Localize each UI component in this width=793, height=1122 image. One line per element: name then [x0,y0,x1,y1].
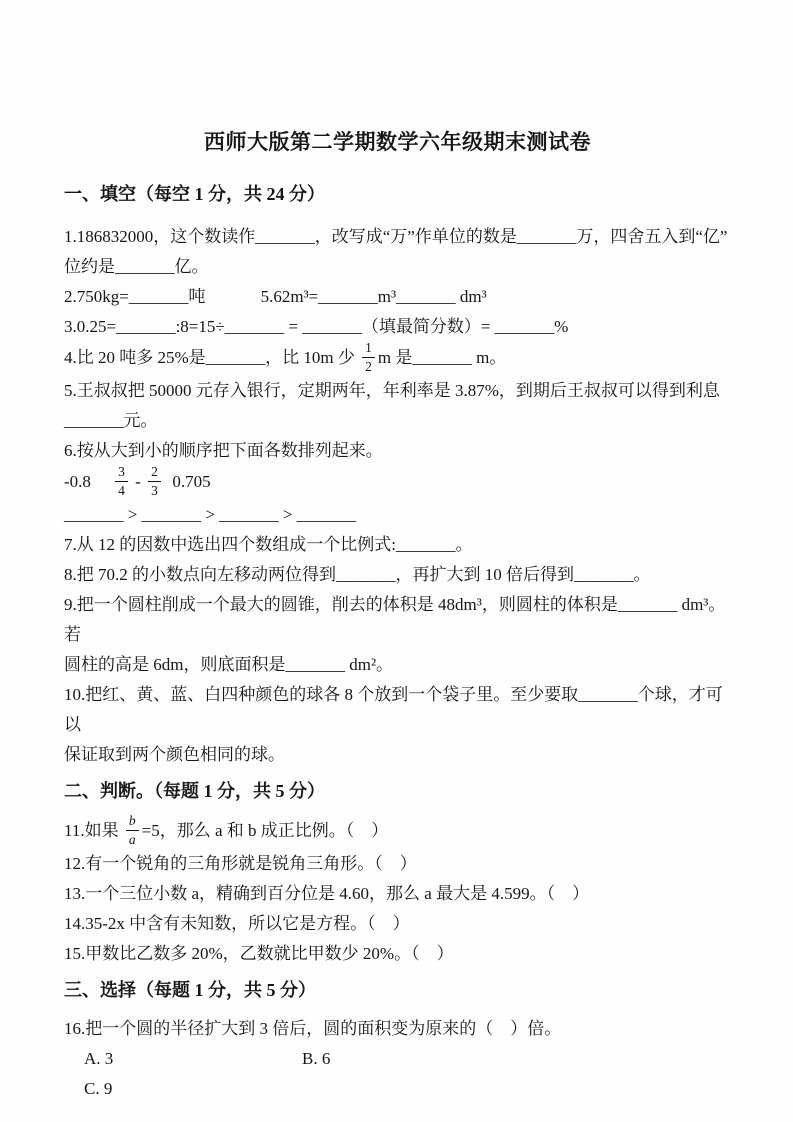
question-7 [64,530,731,560]
question-9-line-2 [64,650,731,680]
question-10-line-1 [64,680,731,740]
question-6-line-1 [64,436,731,466]
question-13 [64,879,731,909]
document-body [64,181,731,1104]
text-run: m 是_______ m。 [377,347,507,367]
text-run: - [130,471,146,491]
fraction [362,340,375,374]
question-6-numbers [64,466,731,500]
question-2 [64,282,731,312]
fraction-numerator: 3 [115,464,128,482]
fraction [115,464,128,498]
fraction-numerator: 2 [148,464,161,482]
text-run: 16.把一个圆的半径扩大到 3 倍后，圆的面积变为原来的（ ）倍。 [64,1019,562,1039]
question-16-options [64,1044,731,1104]
text-run: -0.8 [64,471,113,491]
question-1-line-2 [64,252,731,282]
question-14 [64,909,731,939]
text-run: 13.一个三位小数 a，精确到百分位是 4.60，那么 a 最大是 4.599。（ ） [64,884,590,904]
fraction-denominator: 4 [118,482,125,498]
text-run: 位约是_______亿。 [64,257,209,276]
text-run: 6.按从大到小的顺序把下面各数排列起来。 [64,441,383,461]
text-run: 一、填空（每空 1 分，共 24 分） [64,184,325,204]
text-run: 12.有一个锐角的三角形就是锐角三角形。（ ） [64,854,417,874]
text-run: 3.0.25=_______:8=15÷_______ = _______（填最简分数）= _______% [64,317,569,336]
text-run: 圆柱的高是 6dm，则底面积是_______ dm²。 [64,655,394,675]
question-1-line-1 [64,222,731,252]
option-item: C. 9 [84,1079,113,1099]
text-run: 二、判断。（每题 1 分，共 5 分） [64,781,325,802]
text-run: 三、选择（每题 1 分，共 5 分） [64,980,316,1001]
question-4 [64,342,731,376]
text-run: _______元。 [64,411,158,431]
question-15 [64,939,731,969]
text-run: 5.王叔叔把 50000 元存入银行，定期两年，年利率是 3.87%，到期后王叔叔可以得到利息 [64,381,720,401]
fraction-denominator: 3 [151,482,158,498]
fraction-numerator: b [126,813,139,831]
option-item: A. 3 [84,1049,114,1069]
option-item: B. 6 [302,1049,331,1069]
section-heading-multiple-choice [64,977,731,1003]
fraction [148,464,161,498]
text-run: _______ > _______ > _______ > _______ [64,505,357,525]
text-run: 保证取到两个颜色相同的球。 [64,745,285,765]
question-12 [64,849,731,879]
text-run: =5，那么 a 和 b 成正比例。（ ） [141,820,389,840]
fraction [126,813,139,847]
section-heading-fill-blanks [64,181,731,207]
question-3 [64,312,731,342]
fraction-numerator: 1 [362,340,375,358]
text-run: 15.甲数比乙数多 20%，乙数就比甲数少 20%。（ ） [64,944,454,964]
text-run: 10.把红、黄、蓝、白四种颜色的球各 8 个放到一个袋子里。至少要取_______个球，才可以 [64,685,723,735]
text-run: 4.比 20 吨多 25%是_______，比 10m 少 [64,347,360,367]
text-run: 2.750kg=_______吨 5.62m³=_______m³_______ dm³ [64,287,487,306]
question-6-answer-blanks [64,500,731,530]
section-heading-true-false [64,778,731,804]
document-title: 西师大版第二学期数学六年级期末测试卷 [204,130,591,154]
question-5-line-2 [64,406,731,436]
fraction-denominator: a [128,831,136,847]
text-run: 7.从 12 的因数中选出四个数组成一个比例式:_______。 [64,535,473,555]
question-8 [64,560,731,590]
text-run: 9.把一个圆柱削成一个最大的圆锥，削去的体积是 48dm³，则圆柱的体积是_______ dm³。若 [64,595,726,645]
text-run: 0.705 [163,471,211,491]
text-run: 14.35-2x 中含有未知数，所以它是方程。（ ） [64,914,410,934]
text-run: 8.把 70.2 的小数点向左移动两位得到_______，再扩大到 10 倍后得到_______。 [64,565,651,585]
question-11 [64,815,731,849]
text-run: 1.186832000，这个数读作_______，改写成“万”作单位的数是_______万，四舍五入到“亿” [64,227,728,246]
question-10-line-2 [64,740,731,770]
question-5-line-1 [64,376,731,406]
question-9-line-1 [64,590,731,650]
fraction-denominator: 2 [365,358,372,374]
text-run: 11.如果 [64,820,123,840]
question-16 [64,1014,731,1044]
